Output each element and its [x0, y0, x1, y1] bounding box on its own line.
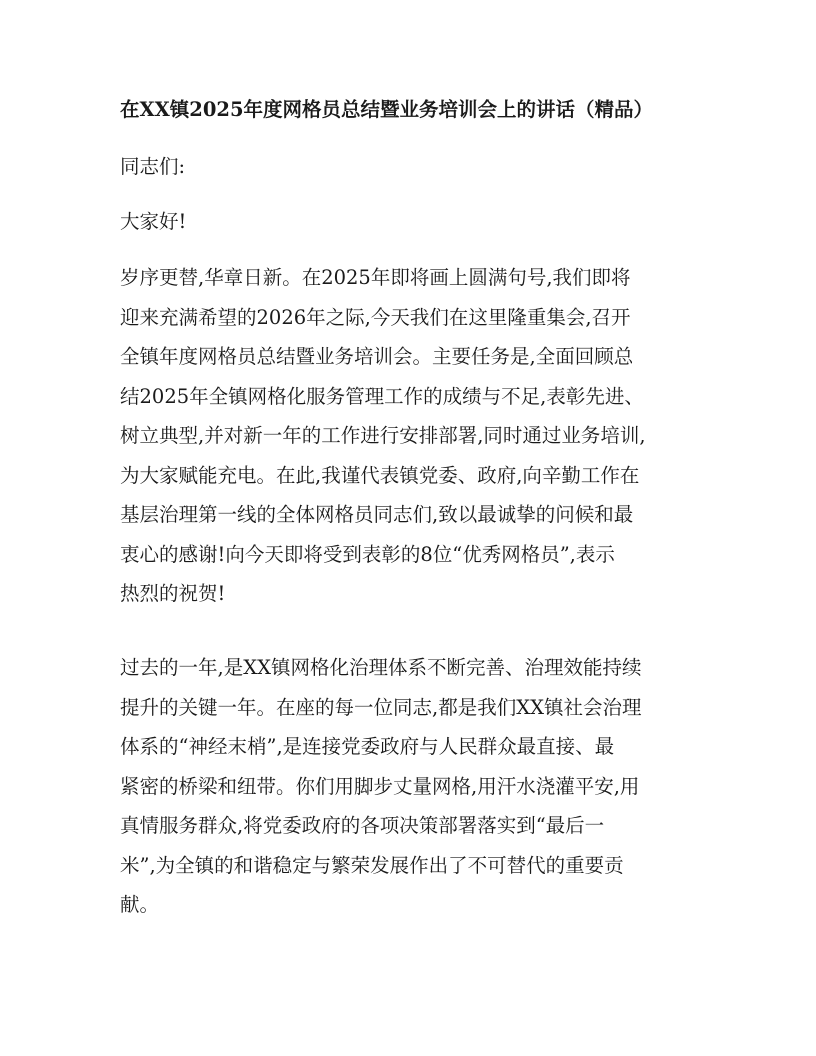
paragraph-line: 迎来充满希望的2026年之际,今天我们在这里隆重集会,召开 [120, 305, 631, 329]
document-title: 在XX镇2025年度网格员总结暨业务培训会上的讲话（精品） [120, 98, 654, 121]
greeting: 大家好! [120, 210, 187, 233]
paragraph-line: 过去的一年,是XX镇网格化治理体系不断完善、治理效能持续 [120, 656, 642, 679]
paragraph-line: 为大家赋能充电。在此,我谨代表镇党委、政府,向辛勤工作在 [120, 463, 640, 487]
paragraph-line: 衷心的感谢!向今天即将受到表彰的8位“优秀网格员”,表示 [120, 542, 615, 566]
salutation: 同志们: [120, 155, 186, 178]
paragraph-line: 真情服务群众,将党委政府的各项决策部署落实到“最后一 [120, 814, 605, 837]
paragraph-line: 米”,为全镇的和谐稳定与繁荣发展作出了不可替代的重要贡 [120, 853, 624, 877]
paragraph-line: 热烈的祝贺! [120, 582, 226, 605]
paragraph-line: 紧密的桥梁和纽带。你们用脚步丈量网格,用汗水浇灌平安,用 [120, 774, 640, 798]
paragraph-line: 体系的“神经末梢”,是连接党委政府与人民群众最直接、最 [120, 735, 615, 758]
paragraph-1 [120, 258, 700, 614]
paragraph-line: 全镇年度网格员总结暨业务培训会。主要任务是,全面回顾总 [120, 345, 634, 368]
paragraph-line: 献。 [120, 893, 160, 916]
paragraph-line: 结2025年全镇网格化服务管理工作的成绩与不足,表彰先进、 [120, 384, 644, 408]
paragraph-line: 基层治理第一线的全体网格员同志们,致以最诚挚的问候和最 [120, 503, 634, 526]
paragraph-line: 树立典型,并对新一年的工作进行安排部署,同时通过业务培训, [120, 424, 646, 447]
paragraph-2 [120, 648, 700, 925]
paragraph-line: 提升的关键一年。在座的每一位同志,都是我们XX镇社会治理 [120, 695, 642, 719]
paragraph-line: 岁序更替,华章日新。在2025年即将画上圆满句号,我们即将 [120, 266, 631, 289]
